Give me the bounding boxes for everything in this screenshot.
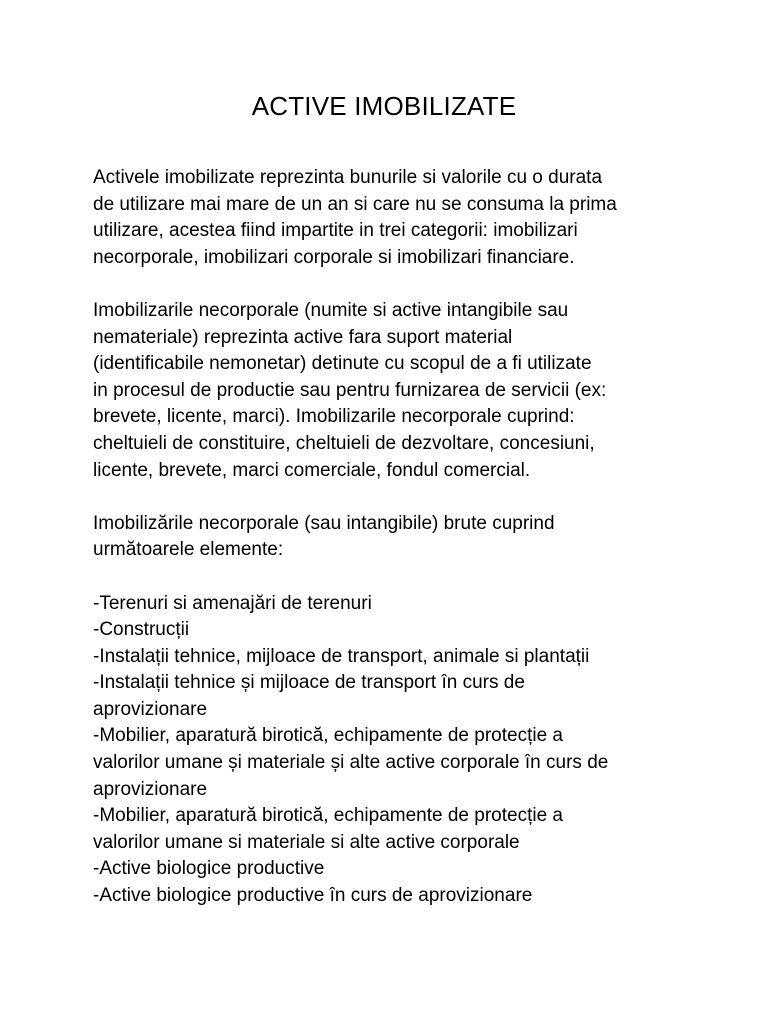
text-line: (identificabile nemonetar) detinute cu scopul de a fi utilizate — [93, 353, 592, 375]
list-item-line: aprovizionare — [93, 778, 208, 800]
list-item-line: -Instalații tehnice, mijloace de transport, animale si plantații — [93, 645, 590, 667]
text-line: următoarele elemente: — [93, 539, 284, 561]
list-item — [93, 723, 693, 803]
text-line: necorporale, imobilizari corporale si imobilizari financiare. — [93, 246, 575, 268]
list-item — [93, 670, 693, 723]
text-line: de utilizare mai mare de un an si care nu se consuma la prima — [93, 193, 617, 215]
document-title: ACTIVE IMOBILIZATE — [251, 91, 517, 121]
list-item-line: -Mobilier, aparatură birotică, echipamente de protecție a — [93, 725, 563, 747]
text-line: in procesul de productie sau pentru furnizarea de servicii (ex: — [93, 379, 607, 401]
list-item — [93, 617, 693, 644]
list-item-line: -Active biologice productive — [93, 858, 325, 880]
list-item-line: -Instalații tehnice și mijloace de transport în curs de — [93, 672, 525, 694]
list-item-line: -Mobilier, aparatură birotică, echipamente de protecție a — [93, 805, 563, 827]
list-item — [93, 803, 693, 856]
text-line: cheltuieli de constituire, cheltuieli de dezvoltare, concesiuni, — [93, 432, 595, 454]
list-item-line: valorilor umane si materiale si alte active corporale — [93, 831, 520, 853]
text-line: utilizare, acestea fiind impartite in trei categorii: imobilizari — [93, 220, 578, 242]
list-item — [93, 856, 693, 883]
elements-list — [93, 591, 693, 910]
list-item — [93, 883, 693, 910]
list-item — [93, 644, 693, 671]
text-line: Imobilizările necorporale (sau intangibile) brute cuprind — [93, 512, 555, 534]
text-line: Activele imobilizate reprezinta bunurile si valorile cu o durata — [93, 167, 603, 188]
text-line: brevete, licente, marci). Imobilizarile necorporale cuprind: — [93, 406, 575, 428]
paragraph-intro — [93, 165, 693, 271]
list-item-line: aprovizionare — [93, 698, 208, 720]
document-body — [93, 165, 693, 910]
paragraph-intangible — [93, 298, 693, 484]
list-item-line: valorilor umane și materiale și alte active corporale în curs de — [93, 752, 609, 774]
list-item-line: -Terenuri si amenajări de terenuri — [93, 592, 372, 614]
list-item — [93, 591, 693, 618]
text-line: licente, brevete, marci comerciale, fondul comercial. — [93, 459, 531, 481]
text-line: Imobilizarile necorporale (numite si active intangibile sau — [93, 299, 569, 321]
text-line: nemateriale) reprezinta active fara suport material — [93, 326, 513, 348]
list-item-line: -Construcții — [93, 619, 190, 641]
paragraph-gross — [93, 511, 693, 564]
list-item-line: -Active biologice productive în curs de aprovizionare — [93, 885, 533, 907]
